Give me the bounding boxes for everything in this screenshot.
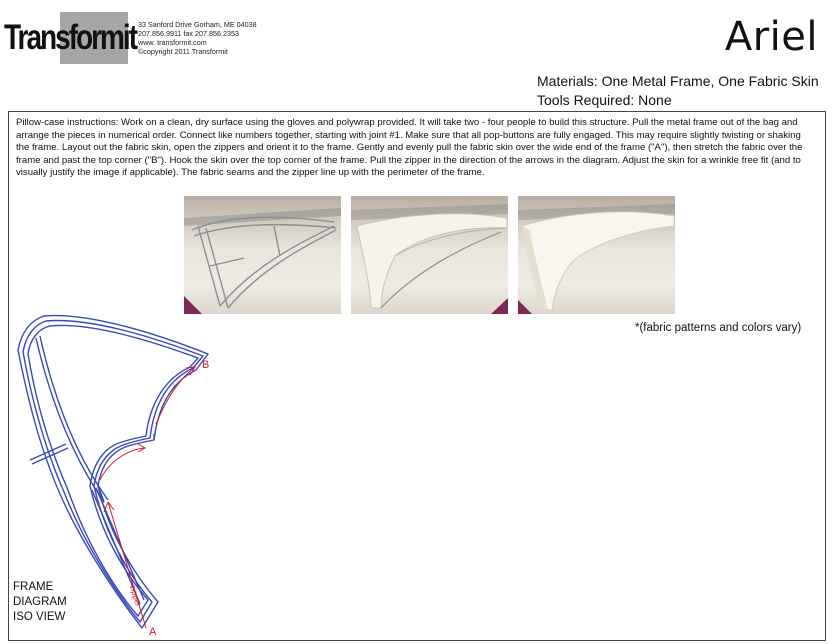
caption-line-2: DIAGRAM — [13, 596, 67, 608]
caption-line-3: ISO VIEW — [13, 611, 66, 623]
contact-website: www. transformit.com — [138, 38, 207, 47]
photo-skin-partial — [351, 196, 508, 314]
materials-line: Materials: One Metal Frame, One Fabric Skin — [537, 73, 819, 89]
label-b: B — [202, 359, 210, 371]
contact-info — [138, 20, 257, 56]
contact-copyright: ©copyright 2011 Transformit — [138, 47, 228, 56]
caption-line-1: FRAME — [13, 581, 54, 593]
company-logo: Transformit — [4, 18, 137, 57]
materials-block — [537, 72, 819, 110]
fabric-note: *(fabric patterns and colors vary) — [635, 322, 802, 334]
diagram-caption — [13, 580, 67, 625]
instructions-text: Pillow-case instructions: Work on a clean, dry surface using the gloves and polywrap provided. It will take two - four people to build this structure. Pull the metal frame out of the bag and arrange the pieces in numerical order. Connect like numbers together, starting with joint #1. Make sure that all pop-buttons are fully engaged. This may require slightly twisting or shaking the frame. Layout out the fabric skin, open the zippers and orient it to the frame. Gently and evenly pull the fabric skin over the wide end of the frame ("A"), then stretch the fabric over the frame and past the top corner ("B"). Hook the skin over the top corner of the frame. Pull the zipper in the direction of the arrows in the diagram. Adjust the skin for a wrinkle free fit (and to visually justify the image if applicable). The fabric seams and the zipper line up with the perimeter of the frame. — [16, 117, 803, 178]
photo-skin-complete — [518, 196, 675, 314]
tools-line: Tools Required: None — [537, 92, 672, 108]
photo-frame-assembled — [184, 196, 341, 314]
contact-phone: 207.856.9911 fax 207.856.2353 — [138, 29, 239, 38]
contact-address: 33 Sanford Drive Gorham, ME 04038 — [138, 20, 257, 29]
page-title: Ariel — [724, 14, 818, 60]
zipper-label: zipper — [128, 584, 143, 608]
label-a: A — [149, 626, 157, 638]
